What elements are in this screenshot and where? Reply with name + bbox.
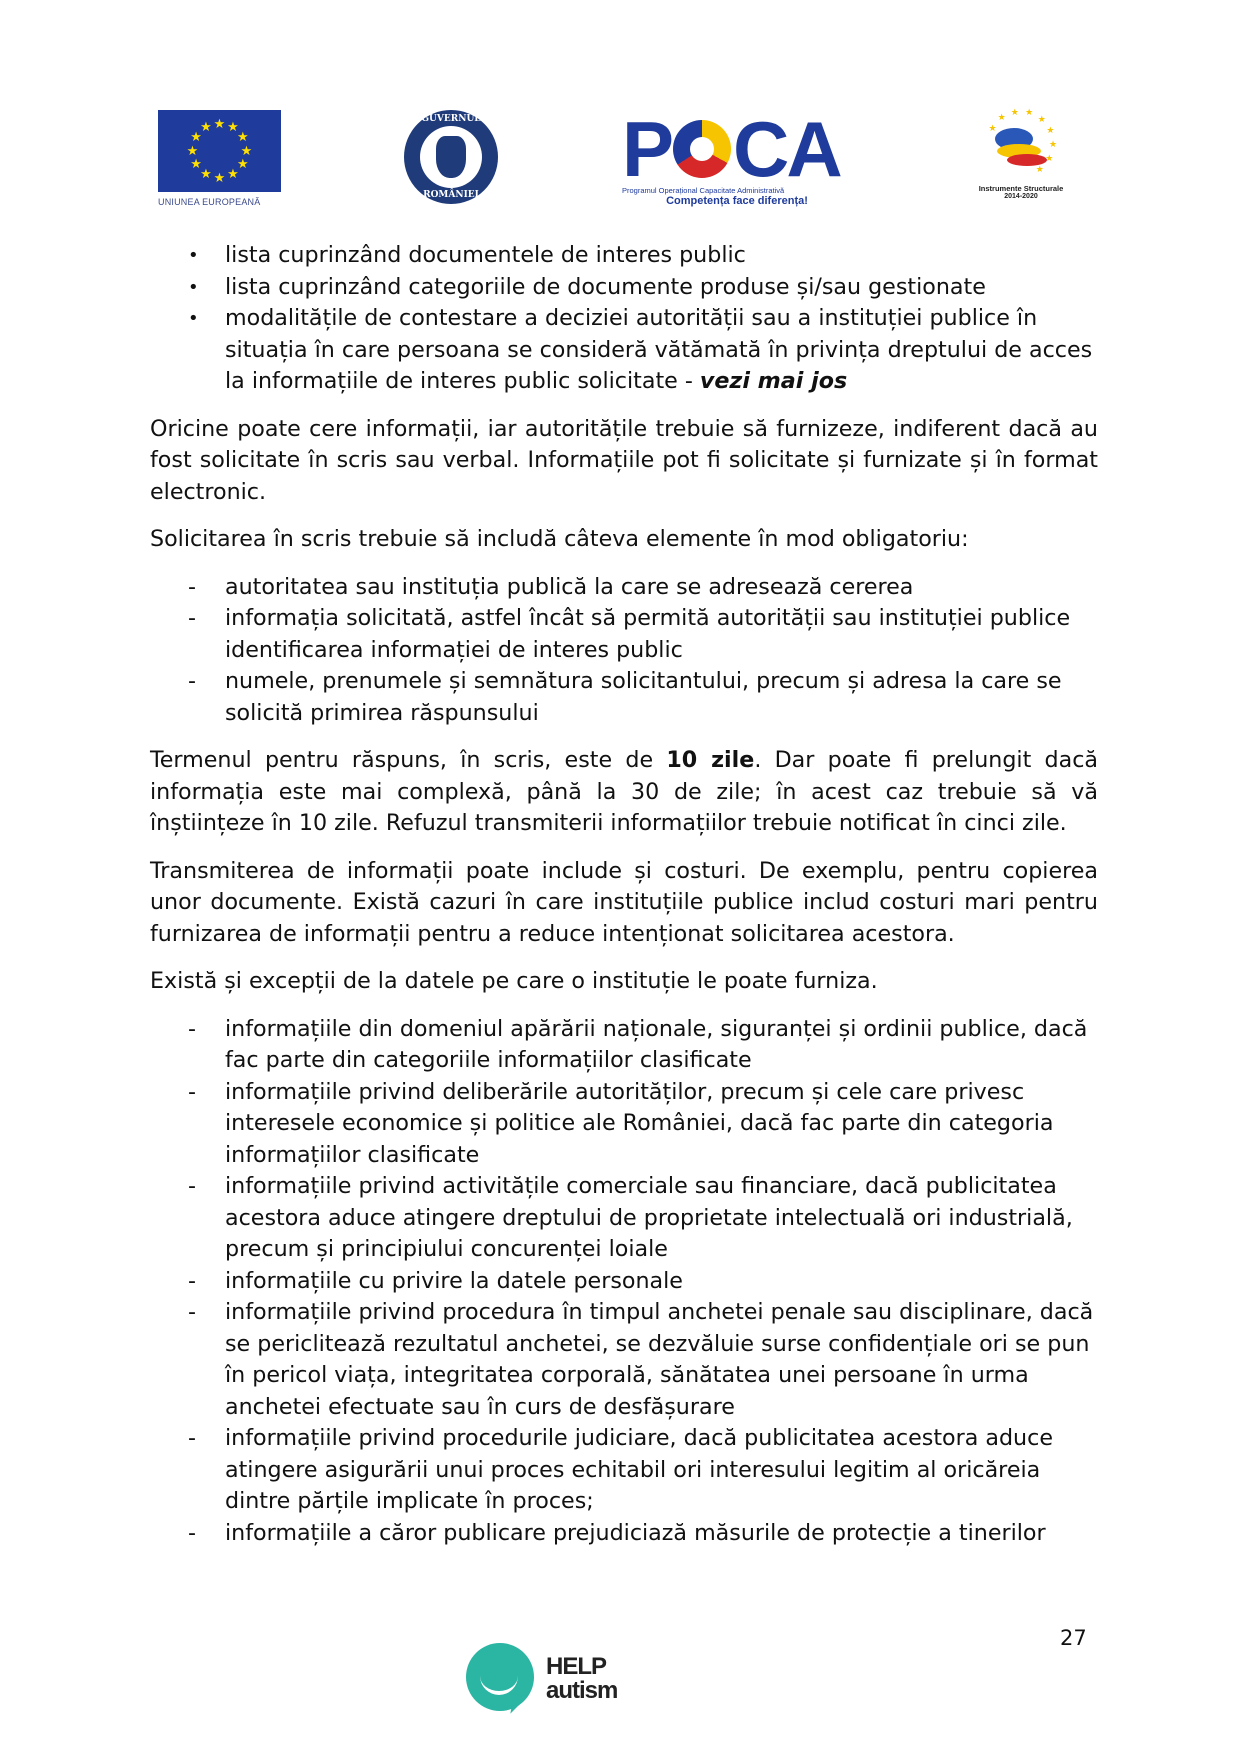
star-icon: ★ — [1046, 126, 1055, 137]
list-item — [150, 1423, 1098, 1518]
help-autism-logo — [466, 1643, 636, 1723]
paragraph-written-request: Solicitarea în scris trebuie să includă câteva elemente în mod obligatoriu: — [150, 526, 969, 552]
is-years: 2014-2020 — [1004, 193, 1038, 200]
eu-logo — [158, 110, 281, 206]
paragraph-request: Oricine poate cere informații, iar autoritățile trebuie să furnizeze, indiferent dacă au fost solicitate în scris sau verbal. Informațiile pot fi solicitate și furnizate și în format electronic. — [150, 415, 1098, 505]
top-bullet-list — [150, 240, 1098, 398]
bullet-icon: • — [188, 276, 199, 298]
star-icon: ★ — [1025, 108, 1034, 119]
list-item-text: informațiile privind procedura în timpul anchetei penale sau disciplinare, dacă se periclitează rezultatul anchetei, se dezvăluie surse confidențiale ori se pun în pericol viața, integritatea corporală, sănătatea unei persoane în urma anchetei efectuate sau în curs de desfășurare — [225, 1299, 1094, 1420]
list-item — [150, 240, 1098, 272]
list-item — [150, 1297, 1098, 1423]
written-request-list — [150, 572, 1098, 730]
list-item-text: autoritatea sau instituția publică la care se adresează cererea — [225, 573, 914, 600]
list-item-text: informațiile a căror publicare prejudiciază măsurile de protecție a tinerilor — [225, 1519, 1046, 1546]
list-item-text: numele, prenumele și semnătura solicitantului, precum și adresa la care se solicită primirea răspunsului — [225, 668, 1062, 726]
list-item — [150, 1266, 1098, 1298]
list-item — [150, 1518, 1098, 1550]
help-wordmark-line2: autism — [546, 1677, 618, 1704]
star-icon: ★ — [1037, 114, 1046, 125]
paragraph-response-term — [150, 745, 1098, 840]
star-icon: ★ — [1035, 164, 1044, 175]
seal-bottom-text: ROMÂNIEI — [423, 190, 479, 200]
bullet-icon: • — [188, 308, 199, 329]
list-item-text: informația solicitată, astfel încât să permită autorității sau instituției publice identificarea informației de interes public — [225, 605, 1071, 663]
star-icon: ★ — [190, 130, 202, 145]
bullet-icon: • — [188, 245, 199, 266]
dash-icon: - — [188, 573, 197, 600]
dash-icon: - — [188, 1519, 197, 1546]
poca-subtitle: Programul Operațional Capacitate Administrativă — [622, 186, 785, 195]
poca-letter-p: P — [622, 105, 672, 193]
dash-icon: - — [188, 1425, 197, 1451]
dash-icon: - — [188, 1173, 197, 1199]
dash-icon: - — [188, 605, 197, 631]
government-seal-icon — [404, 110, 498, 204]
star-icon: ★ — [190, 157, 202, 172]
dash-icon: - — [188, 1267, 197, 1294]
eagle-icon — [436, 136, 466, 178]
smile-bubble-icon — [466, 1643, 534, 1711]
dash-icon: - — [188, 668, 197, 694]
list-item-text: informațiile din domeniul apărării naționale, siguranței și ordinii publice, dacă fac parte din categoriile informațiilor clasificate — [225, 1015, 1088, 1073]
is-caption: Instrumente Structurale — [978, 184, 1064, 193]
page-number: 27 — [1060, 1626, 1087, 1650]
star-icon: ★ — [1045, 154, 1054, 165]
poca-letters-ca: CA — [733, 105, 840, 193]
star-icon: ★ — [200, 120, 212, 136]
help-wordmark-line1: HELP — [546, 1653, 607, 1680]
star-icon: ★ — [186, 143, 199, 159]
help-autism-wordmark — [546, 1655, 617, 1703]
list-item — [150, 603, 1098, 666]
list-item-text: lista cuprinzând documentele de interes public — [225, 242, 746, 268]
term-text-before: Termenul pentru răspuns, în scris, este de — [150, 747, 667, 773]
list-item-text: informațiile cu privire la datele personale — [225, 1267, 683, 1294]
poca-tagline: Competența face diferența! — [666, 195, 808, 207]
list-item — [150, 666, 1098, 729]
list-item-text: informațiile privind deliberările autorităților, precum și cele care privesc interesele economice și politice ale României, dacă fac parte din categoria informațiilor clasificate — [225, 1078, 1054, 1168]
header-logos — [0, 105, 1240, 208]
star-icon: ★ — [988, 124, 997, 135]
eu-caption: UNIUNEA EUROPEANĂ — [158, 197, 261, 207]
star-icon: ★ — [213, 116, 226, 132]
star-icon: ★ — [237, 130, 249, 145]
star-icon: ★ — [997, 113, 1006, 124]
instrumente-structurale-logo — [966, 107, 1076, 206]
seal-top-text: GUVERNUL — [421, 114, 481, 124]
dash-icon: - — [188, 1078, 197, 1105]
list-item — [150, 1171, 1098, 1266]
paragraph-exceptions: Există și excepții de la datele pe care o instituție le poate furniza. — [150, 968, 878, 994]
list-item — [150, 272, 1098, 304]
see-below-emphasis: vezi mai jos — [699, 368, 848, 394]
dash-icon: - — [188, 1299, 197, 1325]
list-item-text: informațiile privind activitățile comerciale sau financiare, dacă publicitatea acestora aduce atingere dreptului de proprietate intelectuală ori industrială, precum și principiului concurenței loiale — [225, 1173, 1073, 1262]
star-icon: ★ — [237, 157, 249, 172]
star-icon: ★ — [227, 120, 239, 136]
romanian-government-seal — [404, 110, 502, 208]
list-item — [150, 303, 1098, 398]
star-icon: ★ — [240, 143, 253, 159]
list-item — [150, 1014, 1098, 1077]
document-body — [150, 240, 1098, 1565]
poca-logo — [622, 105, 852, 207]
list-item — [150, 1077, 1098, 1172]
list-item-text: informațiile privind procedurile judiciare, dacă publicitatea acestora aduce atingere asigurării unui proces echitabil ori interesului legitim al oricăreia dintre părțile implicate în proces; — [225, 1425, 1053, 1514]
eu-flag-icon — [158, 110, 281, 192]
star-icon: ★ — [200, 166, 212, 182]
list-item-text: lista cuprinzând categoriile de documente produse și/sau gestionate — [225, 273, 986, 300]
list-item — [150, 572, 1098, 604]
paragraph-costs: Transmiterea de informații poate include și costuri. De exemplu, pentru copierea unor documente. Există cazuri în care instituțiile publice includ costuri mari pentru furnizarea de informații pentru a reduce intenționat solicitarea acestora. — [150, 857, 1098, 947]
star-icon: ★ — [213, 170, 226, 186]
star-icon: ★ — [227, 166, 239, 182]
list-item-text: modalitățile de contestare a deciziei autorității sau a instituției publice în situația în care persoana se consideră vătămată în privința dreptului de acces la informațiile de interes public solicitate - — [225, 305, 1093, 394]
star-icon: ★ — [1048, 140, 1058, 151]
dash-icon: - — [188, 1015, 197, 1042]
star-icon: ★ — [1010, 107, 1019, 118]
exceptions-list — [150, 1014, 1098, 1550]
structural-instruments-icon — [985, 107, 1058, 178]
term-text-after: . Dar poate fi prelungit dacă informația este mai complexă, până la 30 de zile; în acest caz trebuie să vă înștiințeze în 10 zile. Refuzul transmiterii informațiilor trebuie notificat în cinci zile. — [150, 747, 1099, 836]
term-deadline-bold: 10 zile — [666, 747, 755, 773]
poca-o-icon — [673, 120, 731, 178]
